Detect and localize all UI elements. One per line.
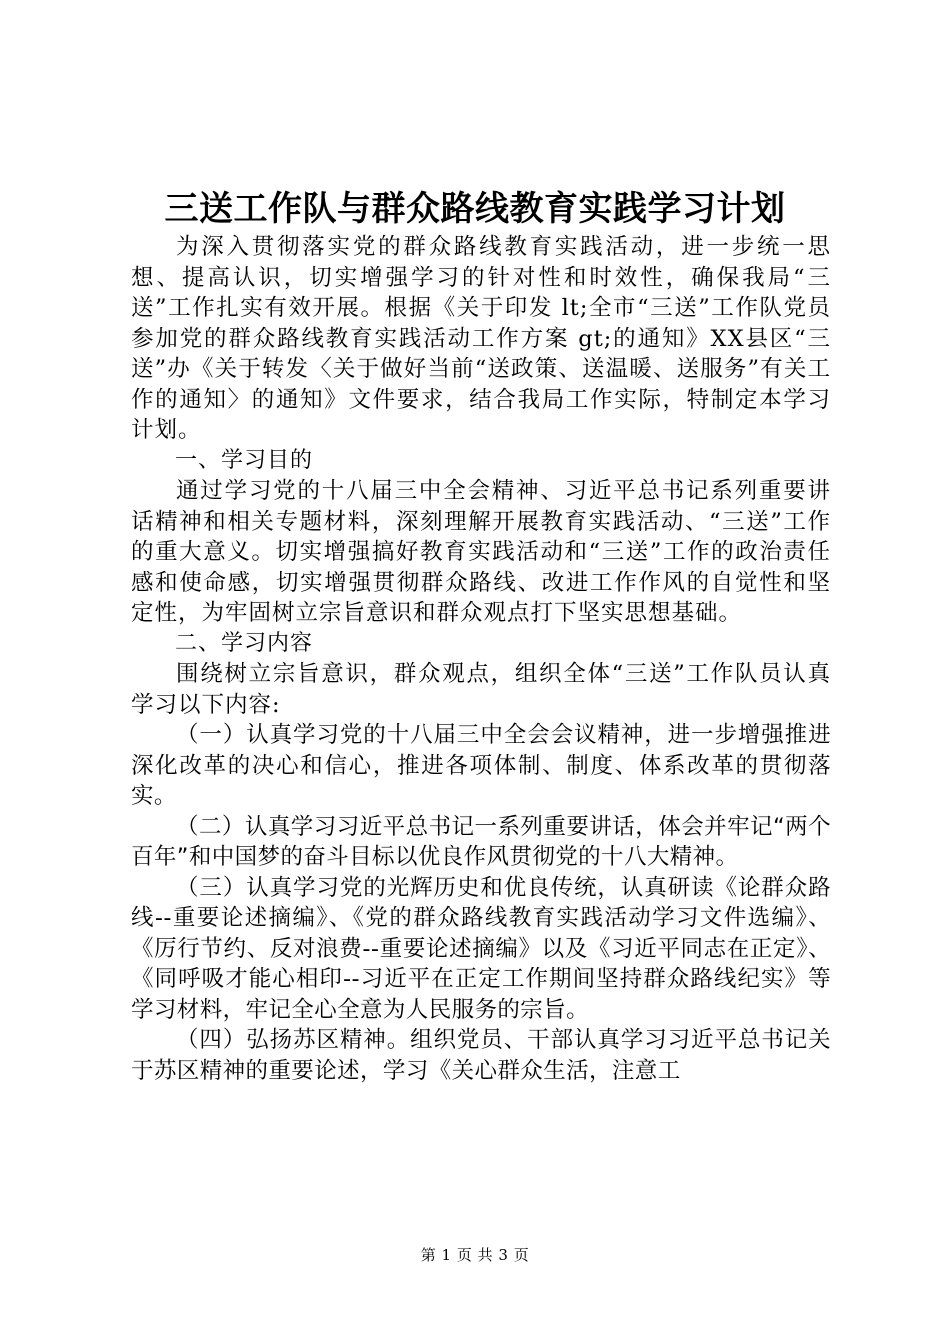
- page-number-footer: 第 1 页 共 3 页: [420, 1246, 530, 1264]
- list-item-4-text: 组织党员、干部认真学习习近平总书记关于苏区精神的重要论述，学习《关心群众生活，注意工: [131, 1027, 831, 1084]
- list-item-2: （二）认真学习习近平总书记一系列重要讲话，体会并牢记“两个百年”和中国梦的奋斗目标以优良作风贯彻党的十八大精神。: [131, 813, 831, 870]
- section-heading-content: 二、学习内容: [175, 630, 314, 656]
- purpose-paragraph: 通过学习党的十八届三中全会精神、习近平总书记系列重要讲话精神和相关专题材料，深刻理解开展教育实践活动、“三送”工作的重大意义。切实增强搞好教育实践活动和“三送”工作的政治责任感和使命感，切实增强贯彻群众路线、改进工作作风的自觉性和坚定性，为牢固树立宗旨意识和群众观点打下坚实思想基础。: [131, 478, 831, 626]
- list-item-4-lead: （四）弘扬苏区精神。: [176, 1027, 411, 1053]
- list-item-4: [131, 1025, 831, 1086]
- list-item-3: （三）认真学习党的光辉历史和优良传统，认真研读《论群众路线--重要论述摘编》、《党的群众路线教育实践活动学习文件选编》、《厉行节约、反对浪费--重要论述摘编》以及《习近平同志在正定》、《同呼吸才能心相印--习近平在正定工作期间坚持群众路线纪实》等学习材料，牢记全心全意为人民服务的宗旨。: [131, 874, 831, 1023]
- section-heading-purpose: 一、学习目的: [175, 447, 314, 473]
- document-body: [131, 232, 831, 1086]
- document-title: 三送工作队与群众路线教育实践学习计划: [164, 189, 786, 229]
- content-paragraph: 围绕树立宗旨意识，群众观点，组织全体“三送”工作队员认真学习以下内容:: [131, 661, 831, 718]
- list-item-1: （一）认真学习党的十八届三中全会会议精神，进一步增强推进深化改革的决心和信心，推进各项体制、制度、体系改革的贯彻落实。: [131, 722, 831, 809]
- intro-paragraph: 为深入贯彻落实党的群众路线教育实践活动，进一步统一思想、提高认识，切实增强学习的针对性和时效性，确保我局“三送”工作扎实有效开展。根据《关于印发 lt;全市“三送”工作队党员参加党的群众路线教育实践活动工作方案 gt;的通知》XX县区“三送”办《关于转发〈关于做好当前“送政策、送温暖、送服务”有关工作的通知〉的通知》文件要求，结合我局工作实际，特制定本学习计划。: [131, 234, 831, 443]
